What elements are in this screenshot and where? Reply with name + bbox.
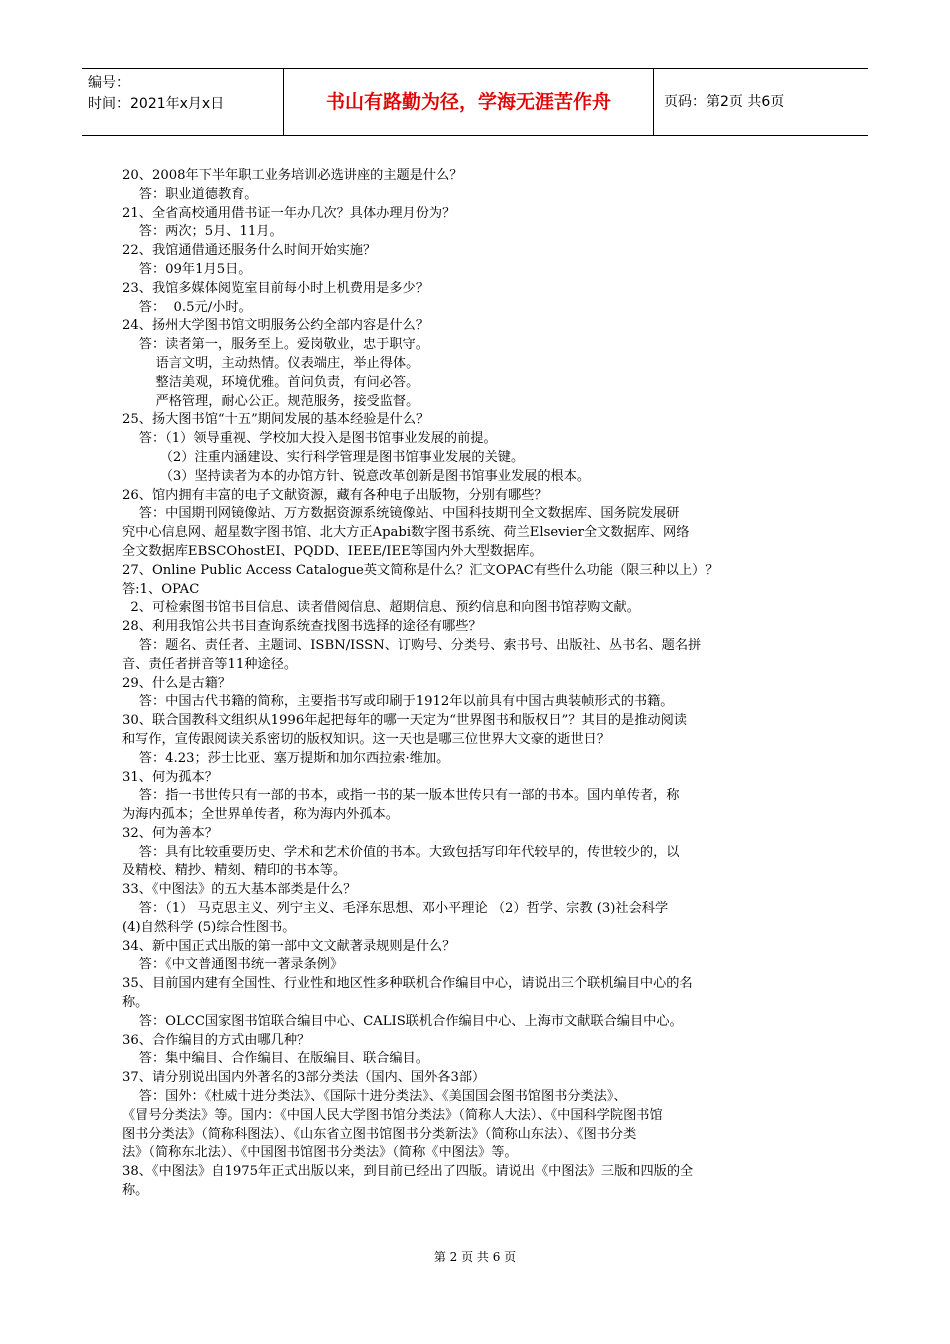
text-line: 34、新中国正式出版的第一部中文文献著录规则是什么？ [122, 938, 456, 954]
text-line: 25、扬大图书馆“十五”期间发展的基本经验是什么？ [122, 412, 430, 428]
text-line: 28、利用我馆公共书目查询系统查找图书选择的途径有哪些？ [122, 619, 482, 635]
motto: 书山有路勤为径，学海无涯苦作舟 [284, 69, 654, 135]
header-info [82, 69, 284, 135]
text-line: 21、全省高校通用借书证一年办几次？具体办理月份为？ [122, 205, 456, 221]
text-line: 答：4.23；莎士比亚、塞万提斯和加尔西拉索·维加。 [122, 750, 450, 766]
text-line: 答：具有比较重要历史、学术和艺术价值的书本。大致包括写印年代较早的，传世较少的，以 [122, 844, 680, 860]
text-line: 26、馆内拥有丰富的电子文献资源，藏有各种电子出版物，分别有哪些？ [122, 487, 548, 503]
text-line: 29、什么是古籍？ [122, 675, 232, 691]
text-line: 答：国外：《杜威十进分类法》、《国际十进分类法》、《美国国会图书馆图书分类法》、 [122, 1089, 627, 1105]
text-line: 答：（1）领导重视、学校加大投入是图书馆事业发展的前提。 [122, 431, 497, 447]
text-line: （2）注重内涵建设、实行科学管理是图书馆事业发展的关键。 [122, 449, 525, 465]
text-line: (4)自然科学 (5)综合性图书。 [122, 919, 296, 935]
text-line: 语言文明，主动热情。仪表端庄，举止得体。 [122, 355, 420, 371]
text-line: 24、扬州大学图书馆文明服务公约全部内容是什么？ [122, 318, 429, 334]
text-line: 2、可检索图书馆书目信息、读者借阅信息、超期信息、预约信息和向图书馆荐购文献。 [122, 600, 640, 616]
text-line: 全文数据库EBSCOhostEI、PQDD、IEEE/IEE等国内外大型数据库。 [122, 543, 543, 559]
text-line: 23、我馆多媒体阅览室目前每小时上机费用是多少？ [122, 280, 429, 296]
text-line: 整洁美观，环境优雅。首问负责，有问必答。 [122, 374, 420, 390]
text-line: 答：09年1月5日。 [122, 261, 252, 277]
text-line: 答:1、OPAC [122, 581, 200, 597]
text-line: 32、何为善本？ [122, 825, 218, 841]
text-line: 答：读者第一，服务至上。爱岗敬业，忠于职守。 [122, 337, 429, 353]
text-line: 图书分类法》（简称科图法）、《山东省立图书馆图书分类新法》（简称山东法）、《图书分类 [122, 1126, 637, 1142]
page-header [82, 68, 868, 136]
text-line: 答：OLCC国家图书馆联合编目中心、CALIS联机合作编目中心、上海市文献联合编目中心。 [122, 1013, 683, 1029]
text-line: 法》（简称东北法）、《中国图书馆图书分类法》（简称《中图法》等。 [122, 1145, 518, 1161]
text-line: 音、责任者拼音等11种途径。 [122, 656, 298, 672]
text-line: 答：中国古代书籍的简称，主要指书写或印刷于1912年以前具有中国古典装帧形式的书籍。 [122, 694, 674, 710]
text-line: 答：两次；5月、11月。 [122, 224, 283, 240]
text-line: 27、Online Public Access Catalogue英文简称是什么？汇文OPAC有些什么功能（限三种以上）？ [122, 562, 719, 578]
text-line: 33、《中图法》的五大基本部类是什么？ [122, 882, 357, 898]
document-body [122, 167, 862, 1201]
text-line: 答：（1） 马克思主义、列宁主义、毛泽东思想、邓小平理论 （2）哲学、宗教 (3)社会科学 [122, 901, 669, 917]
number-label: 编号： [88, 75, 130, 91]
text-line: 31、何为孤本？ [122, 769, 218, 785]
text-line: 称。 [122, 995, 149, 1011]
text-line: 答：《中文普通图书统一著录条例》 [122, 957, 344, 973]
text-line: 38、《中图法》自1975年正式出版以来，到目前已经出了四版。请说出《中图法》三版和四版的全 [122, 1164, 694, 1180]
text-line: 答：中国期刊网镜像站、万方数据资源系统镜像站、中国科技期刊全文数据库、国务院发展研 [122, 506, 680, 522]
text-line: 20、2008年下半年职工业务培训必选讲座的主题是什么？ [122, 168, 463, 183]
text-line: 36、合作编目的方式由哪几种？ [122, 1032, 311, 1048]
time-label: 时间：2021年x月x日 [88, 96, 225, 112]
text-line: 37、请分别说出国内外著名的3部分类法（国内、国外各3部） [122, 1070, 486, 1086]
text-line: 严格管理，耐心公正。规范服务，接受监督。 [122, 393, 420, 409]
text-line: 究中心信息网、超星数字图书馆、北大方正Apabi数字图书系统、荷兰Elsevier全文数据库、网络 [122, 525, 690, 541]
text-line: 30、联合国教科文组织从1996年起把每年的哪一天定为“世界图书和版权日”？其目的是推动阅读 [122, 713, 687, 729]
text-line: 答：职业道德教育。 [122, 186, 258, 202]
text-line: 答：集中编目、合作编目、在版编目、联合编目。 [122, 1051, 429, 1067]
text-line: 22、我馆通借通还服务什么时间开始实施？ [122, 243, 377, 259]
text-line: 《冒号分类法》等。国内：《中国人民大学图书馆分类法》（简称人大法）、《中国科学院图书馆 [122, 1107, 663, 1123]
page-footer: 第 2 页 共 6 页 [433, 1250, 517, 1264]
text-line: 答：指一书世传只有一部的书本，或指一书的某一版本世传只有一部的书本。国内单传者，称 [122, 788, 680, 804]
text-line: 答： 0.5元/小时。 [122, 299, 252, 315]
page-label: 页码：第2页 共6页 [664, 94, 785, 110]
text-line: 35、目前国内建有全国性、行业性和地区性多种联机合作编目中心，请说出三个联机编目中心的名 [122, 976, 693, 992]
text-line: 为海内孤本；全世界单传者，称为海内外孤本。 [122, 807, 399, 823]
text-line: 称。 [122, 1183, 149, 1199]
text-line: （3）坚持读者为本的办馆方针、锐意改革创新是图书馆事业发展的根本。 [122, 468, 591, 484]
text-line: 和写作，宣传跟阅读关系密切的版权知识。这一天也是哪三位世界大文豪的逝世日？ [122, 731, 610, 747]
text-line: 答：题名、责任者、主题词、ISBN/ISSN、订购号、分类号、索书号、出版社、丛书名、题名拼 [122, 637, 702, 653]
text-line: 及精校、精抄、精刻、精印的书本等。 [122, 863, 347, 879]
